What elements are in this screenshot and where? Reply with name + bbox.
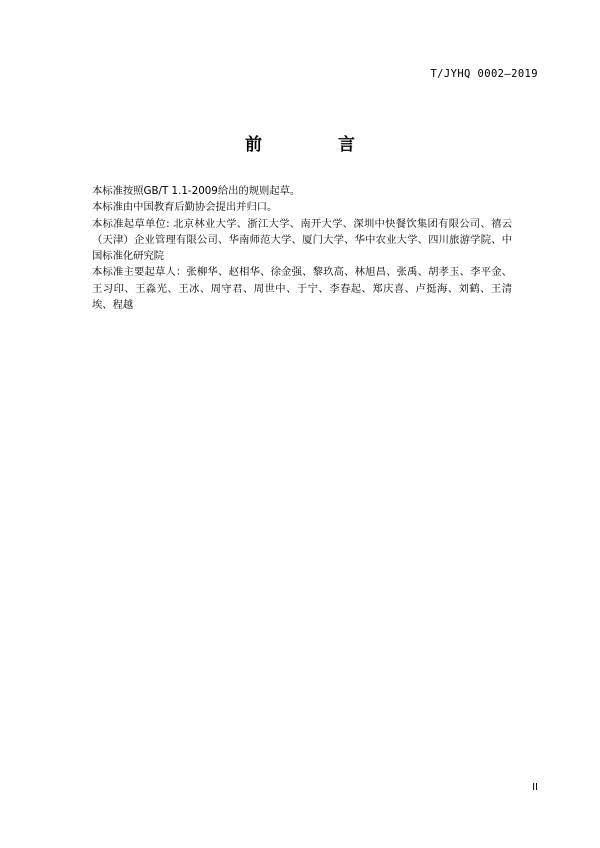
foreword-paragraph: 本标准起草单位: 北京林业大学、浙江大学、南开大学、深圳中快餐饮集团有限公司、禧云（天津）企业管理有限公司、华南师范大学、厦门大学、华中农业大学、四川旅游学院、中国标准化研究院 bbox=[92, 217, 512, 263]
page-number: II bbox=[532, 782, 538, 793]
foreword-paragraph: 本标准主要起草人：张柳华、赵相华、徐金强、黎玖高、林旭昌、张禹、胡孝玉、李平金、王习印、王淼光、王冰、周守君、周世中、于宁、李春起、郑庆喜、卢挺海、刘鹤、王清埃、程越 bbox=[92, 266, 512, 312]
standard-code-header: T/JYHQ 0002—2019 bbox=[430, 68, 538, 80]
page-title: 前 言 bbox=[245, 135, 369, 155]
foreword-body bbox=[92, 183, 512, 313]
foreword-paragraph: 本标准按照GB/T 1.1-2009给出的规则起草。 bbox=[92, 185, 301, 197]
foreword-paragraph: 本标准由中国教育后勤协会提出并归口。 bbox=[92, 201, 278, 214]
